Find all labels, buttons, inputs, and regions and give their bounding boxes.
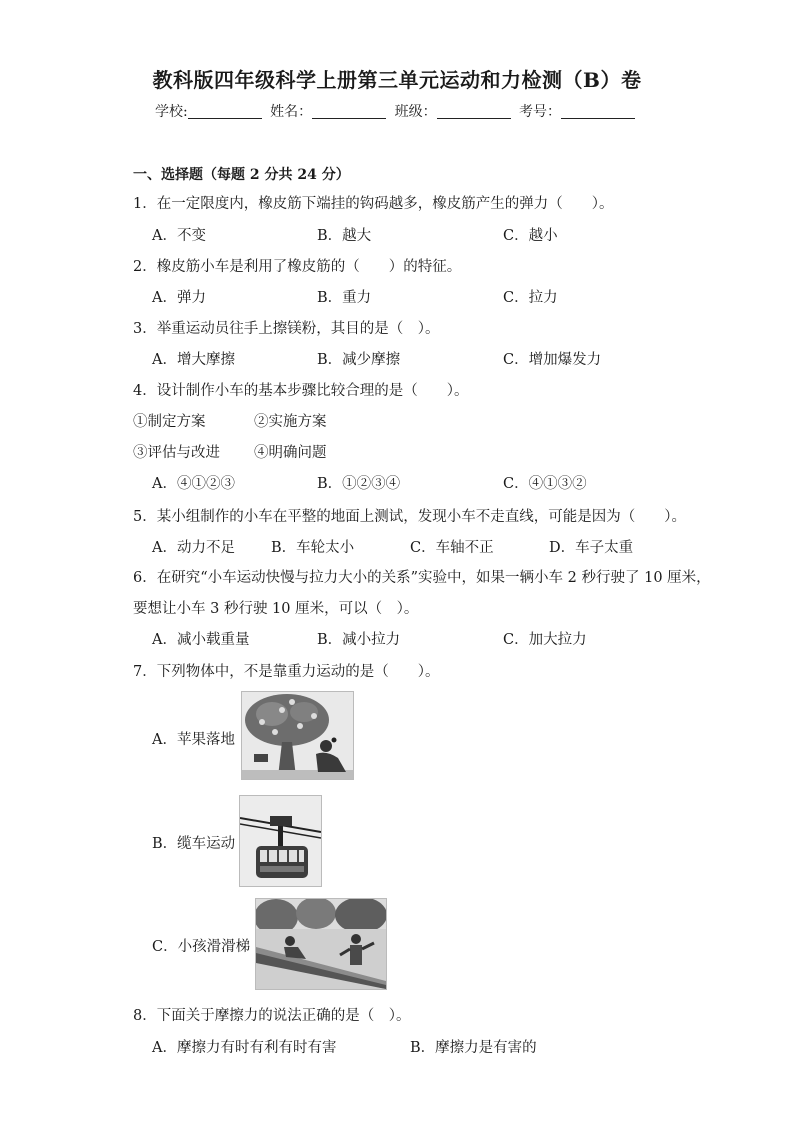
q5-option-d: D．车子太重 — [549, 540, 634, 556]
slide-photo — [255, 898, 387, 990]
q4-step-1: ①制定方案 — [133, 414, 206, 430]
apple-tree-illustration — [242, 692, 353, 779]
q3-option-c: C．增加爆发力 — [503, 352, 602, 368]
class-blank[interactable] — [437, 104, 511, 119]
apple-tree-photo — [241, 691, 354, 780]
exam-no-blank[interactable] — [561, 104, 635, 119]
q6-option-a: A．减小载重量 — [152, 632, 250, 648]
q8-option-b: B．摩擦力是有害的 — [410, 1040, 537, 1056]
cable-car-photo — [239, 795, 322, 887]
q1-option-b: B．越大 — [317, 228, 372, 244]
question-2-stem: 2．橡皮筋小车是利用了橡皮筋的（ ）的特征。 — [133, 259, 462, 275]
name-blank[interactable] — [312, 104, 386, 119]
question-1-stem: 1．在一定限度内，橡皮筋下端挂的钩码越多，橡皮筋产生的弹力（ ）。 — [133, 196, 614, 212]
q1-option-c: C．越小 — [503, 228, 558, 244]
class-label: 班级： — [394, 104, 437, 120]
cable-car-illustration — [240, 796, 321, 886]
question-8-stem: 8．下面关于摩擦力的说法正确的是（ ）。 — [133, 1008, 411, 1024]
question-4-stem: 4．设计制作小车的基本步骤比较合理的是（ ）。 — [133, 383, 469, 399]
exam-no-label: 考号： — [519, 104, 562, 120]
q8-option-a: A．摩擦力有时有利有时有害 — [152, 1040, 337, 1056]
q2-option-a: A．弹力 — [152, 290, 206, 306]
q5-option-a: A．动力不足 — [152, 540, 235, 556]
q7-option-c: C．小孩滑滑梯 — [152, 939, 251, 955]
question-3-stem: 3．举重运动员往手上擦镁粉，其目的是（ ）。 — [133, 321, 440, 337]
section-heading: 一、选择题（每题 2 分共 24 分） — [133, 167, 350, 183]
student-info-line — [0, 101, 794, 121]
page-title: 教科版四年级科学上册第三单元运动和力检测（B）卷 — [152, 68, 642, 92]
school-label: 学校: — [154, 104, 188, 120]
slide-illustration — [256, 899, 386, 989]
question-5-stem: 5．某小组制作的小车在平整的地面上测试，发现小车不走直线，可能是因为（ ）。 — [133, 509, 686, 525]
q6-option-c: C．加大拉力 — [503, 632, 587, 648]
q1-option-a: A．不变 — [152, 228, 206, 244]
q3-option-a: A．增大摩擦 — [152, 352, 235, 368]
q4-step-3: ③评估与改进 — [133, 445, 220, 461]
q2-option-b: B．重力 — [317, 290, 372, 306]
q3-option-b: B．减少摩擦 — [317, 352, 401, 368]
name-label: 姓名： — [270, 104, 313, 120]
q4-step-2: ②实施方案 — [254, 414, 327, 430]
q5-option-c: C．车轴不正 — [410, 540, 494, 556]
q4-step-4: ④明确问题 — [254, 445, 327, 461]
school-blank[interactable] — [188, 104, 262, 119]
q4-option-b: B．①②③④ — [317, 476, 401, 492]
q2-option-c: C．拉力 — [503, 290, 558, 306]
q7-option-b: B．缆车运动 — [152, 836, 236, 852]
question-7-stem: 7．下列物体中，不是靠重力运动的是（ ）。 — [133, 664, 440, 680]
q4-option-c: C．④①③② — [503, 476, 587, 492]
q5-option-b: B．车轮太小 — [271, 540, 355, 556]
q4-option-a: A．④①②③ — [152, 476, 235, 492]
q7-option-a: A．苹果落地 — [152, 732, 235, 748]
q6-option-b: B．减小拉力 — [317, 632, 401, 648]
question-6-stem-line2: 要想让小车 3 秒行驶 10 厘米，可以（ ）。 — [133, 601, 419, 617]
question-6-stem-line1: 6．在研究“小车运动快慢与拉力大小的关系”实验中，如果一辆小车 2 秒行驶了 10 厘米， — [133, 570, 711, 586]
